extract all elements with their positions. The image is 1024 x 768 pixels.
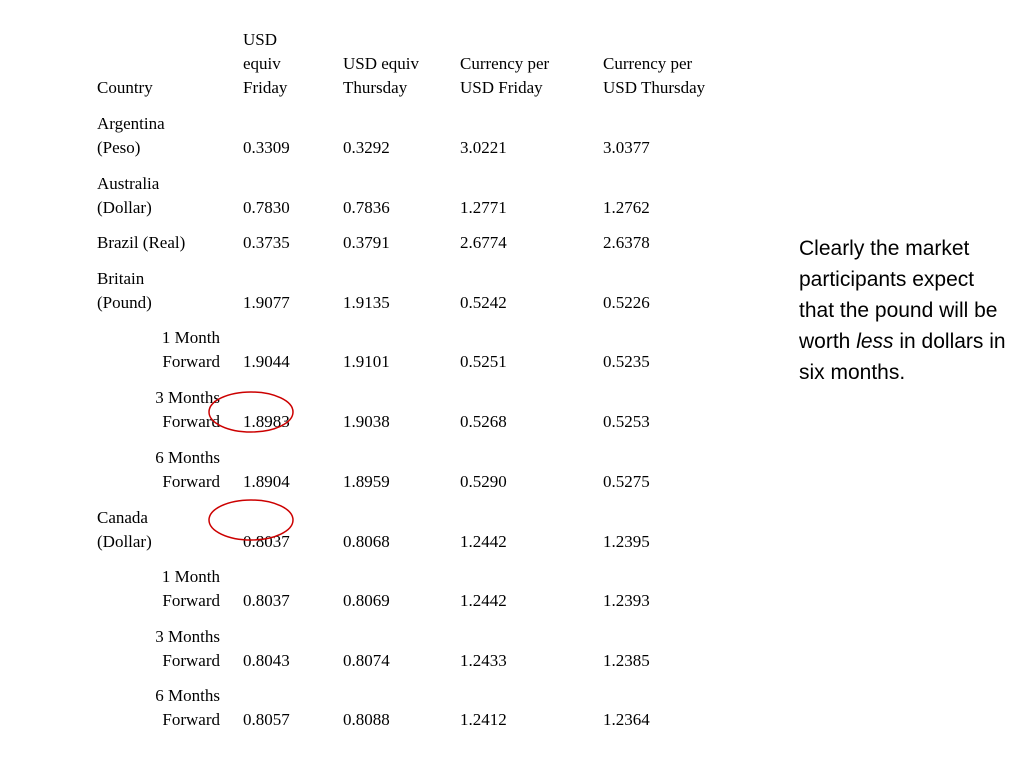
- row-label-argentina: Argentina (Peso): [97, 114, 165, 157]
- cell-brazil-cur-fri: 2.6774: [460, 233, 507, 252]
- cell-australia-cur-fri: 1.2771: [460, 198, 507, 217]
- cell-argentina-cur-thu: 3.0377: [603, 138, 650, 157]
- cell-canada-3m-usd-fri: 0.8043: [243, 651, 290, 670]
- cell-canada-6m-usd-thu: 0.8088: [343, 710, 390, 729]
- cell-canada-3m-cur-fri: 1.2433: [460, 651, 507, 670]
- cell-britain-3m-cur-thu: 0.5253: [603, 412, 650, 431]
- note-emphasis: less: [856, 330, 894, 353]
- cell-britain-1m-cur-fri: 0.5251: [460, 352, 507, 371]
- row-label-britain-6m: 6 Months Forward: [155, 448, 220, 491]
- cell-canada-1m-usd-fri: 0.8037: [243, 591, 290, 610]
- cell-canada-6m-cur-fri: 1.2412: [460, 710, 507, 729]
- cell-britain-1m-usd-thu: 1.9101: [343, 352, 390, 371]
- cell-brazil-usd-fri: 0.3735: [243, 233, 290, 252]
- cell-canada-1m-cur-fri: 1.2442: [460, 591, 507, 610]
- header-country: Country: [97, 78, 153, 97]
- row-label-britain-1m: 1 Month Forward: [161, 328, 220, 371]
- red-circle-britain-3m: [209, 392, 293, 432]
- note-text-after: in dollars in six months.: [799, 330, 1006, 384]
- cell-britain-cur-thu: 0.5226: [603, 293, 650, 312]
- cell-australia-usd-fri: 0.7830: [243, 198, 290, 217]
- cell-britain-3m-usd-thu: 1.9038: [343, 412, 390, 431]
- cell-britain-6m-usd-thu: 1.8959: [343, 472, 390, 491]
- cell-britain-6m-cur-thu: 0.5275: [603, 472, 650, 491]
- cell-australia-cur-thu: 1.2762: [603, 198, 650, 217]
- note-text-before: Clearly the market participants expect that the pound will be worth: [799, 237, 998, 353]
- cell-britain-6m-usd-fri: 1.8904: [243, 472, 290, 491]
- cell-britain-3m-usd-fri: 1.8983: [243, 412, 290, 431]
- cell-britain-1m-usd-fri: 1.9044: [243, 352, 290, 371]
- cell-canada-usd-fri: 0.8037: [243, 532, 290, 551]
- side-note: [799, 233, 1009, 388]
- cell-canada-6m-cur-thu: 1.2364: [603, 710, 650, 729]
- cell-canada-3m-cur-thu: 1.2385: [603, 651, 650, 670]
- cell-canada-usd-thu: 0.8068: [343, 532, 390, 551]
- row-label-australia: Australia (Dollar): [97, 174, 160, 217]
- cell-canada-3m-usd-thu: 0.8074: [343, 651, 390, 670]
- row-label-canada: Canada (Dollar): [97, 508, 152, 551]
- cell-argentina-cur-fri: 3.0221: [460, 138, 507, 157]
- cell-canada-cur-fri: 1.2442: [460, 532, 507, 551]
- red-circle-canada: [209, 500, 293, 540]
- cell-britain-6m-cur-fri: 0.5290: [460, 472, 507, 491]
- cell-canada-1m-usd-thu: 0.8069: [343, 591, 390, 610]
- row-label-canada-6m: 6 Months Forward: [155, 686, 220, 729]
- cell-britain-cur-fri: 0.5242: [460, 293, 507, 312]
- cell-britain-3m-cur-fri: 0.5268: [460, 412, 507, 431]
- row-label-canada-3m: 3 Months Forward: [155, 627, 220, 670]
- cell-australia-usd-thu: 0.7836: [343, 198, 390, 217]
- row-label-canada-1m: 1 Month Forward: [161, 567, 220, 610]
- cell-canada-6m-usd-fri: 0.8057: [243, 710, 290, 729]
- row-label-brazil: Brazil (Real): [97, 233, 186, 252]
- header-usd-equiv-friday: USD equiv Friday: [243, 30, 288, 97]
- cell-canada-1m-cur-thu: 1.2393: [603, 591, 650, 610]
- header-usd-equiv-thursday: USD equiv Thursday: [343, 54, 420, 97]
- header-currency-per-usd-thursday: Currency per USD Thursday: [603, 54, 706, 97]
- cell-argentina-usd-fri: 0.3309: [243, 138, 290, 157]
- header-currency-per-usd-friday: Currency per USD Friday: [460, 54, 550, 97]
- cell-argentina-usd-thu: 0.3292: [343, 138, 390, 157]
- cell-britain-1m-cur-thu: 0.5235: [603, 352, 650, 371]
- cell-britain-usd-fri: 1.9077: [243, 293, 290, 312]
- cell-britain-usd-thu: 1.9135: [343, 293, 390, 312]
- row-label-britain: Britain (Pound): [97, 269, 152, 312]
- row-label-britain-3m: 3 Months Forward: [155, 388, 220, 431]
- cell-canada-cur-thu: 1.2395: [603, 532, 650, 551]
- cell-brazil-usd-thu: 0.3791: [343, 233, 390, 252]
- cell-brazil-cur-thu: 2.6378: [603, 233, 650, 252]
